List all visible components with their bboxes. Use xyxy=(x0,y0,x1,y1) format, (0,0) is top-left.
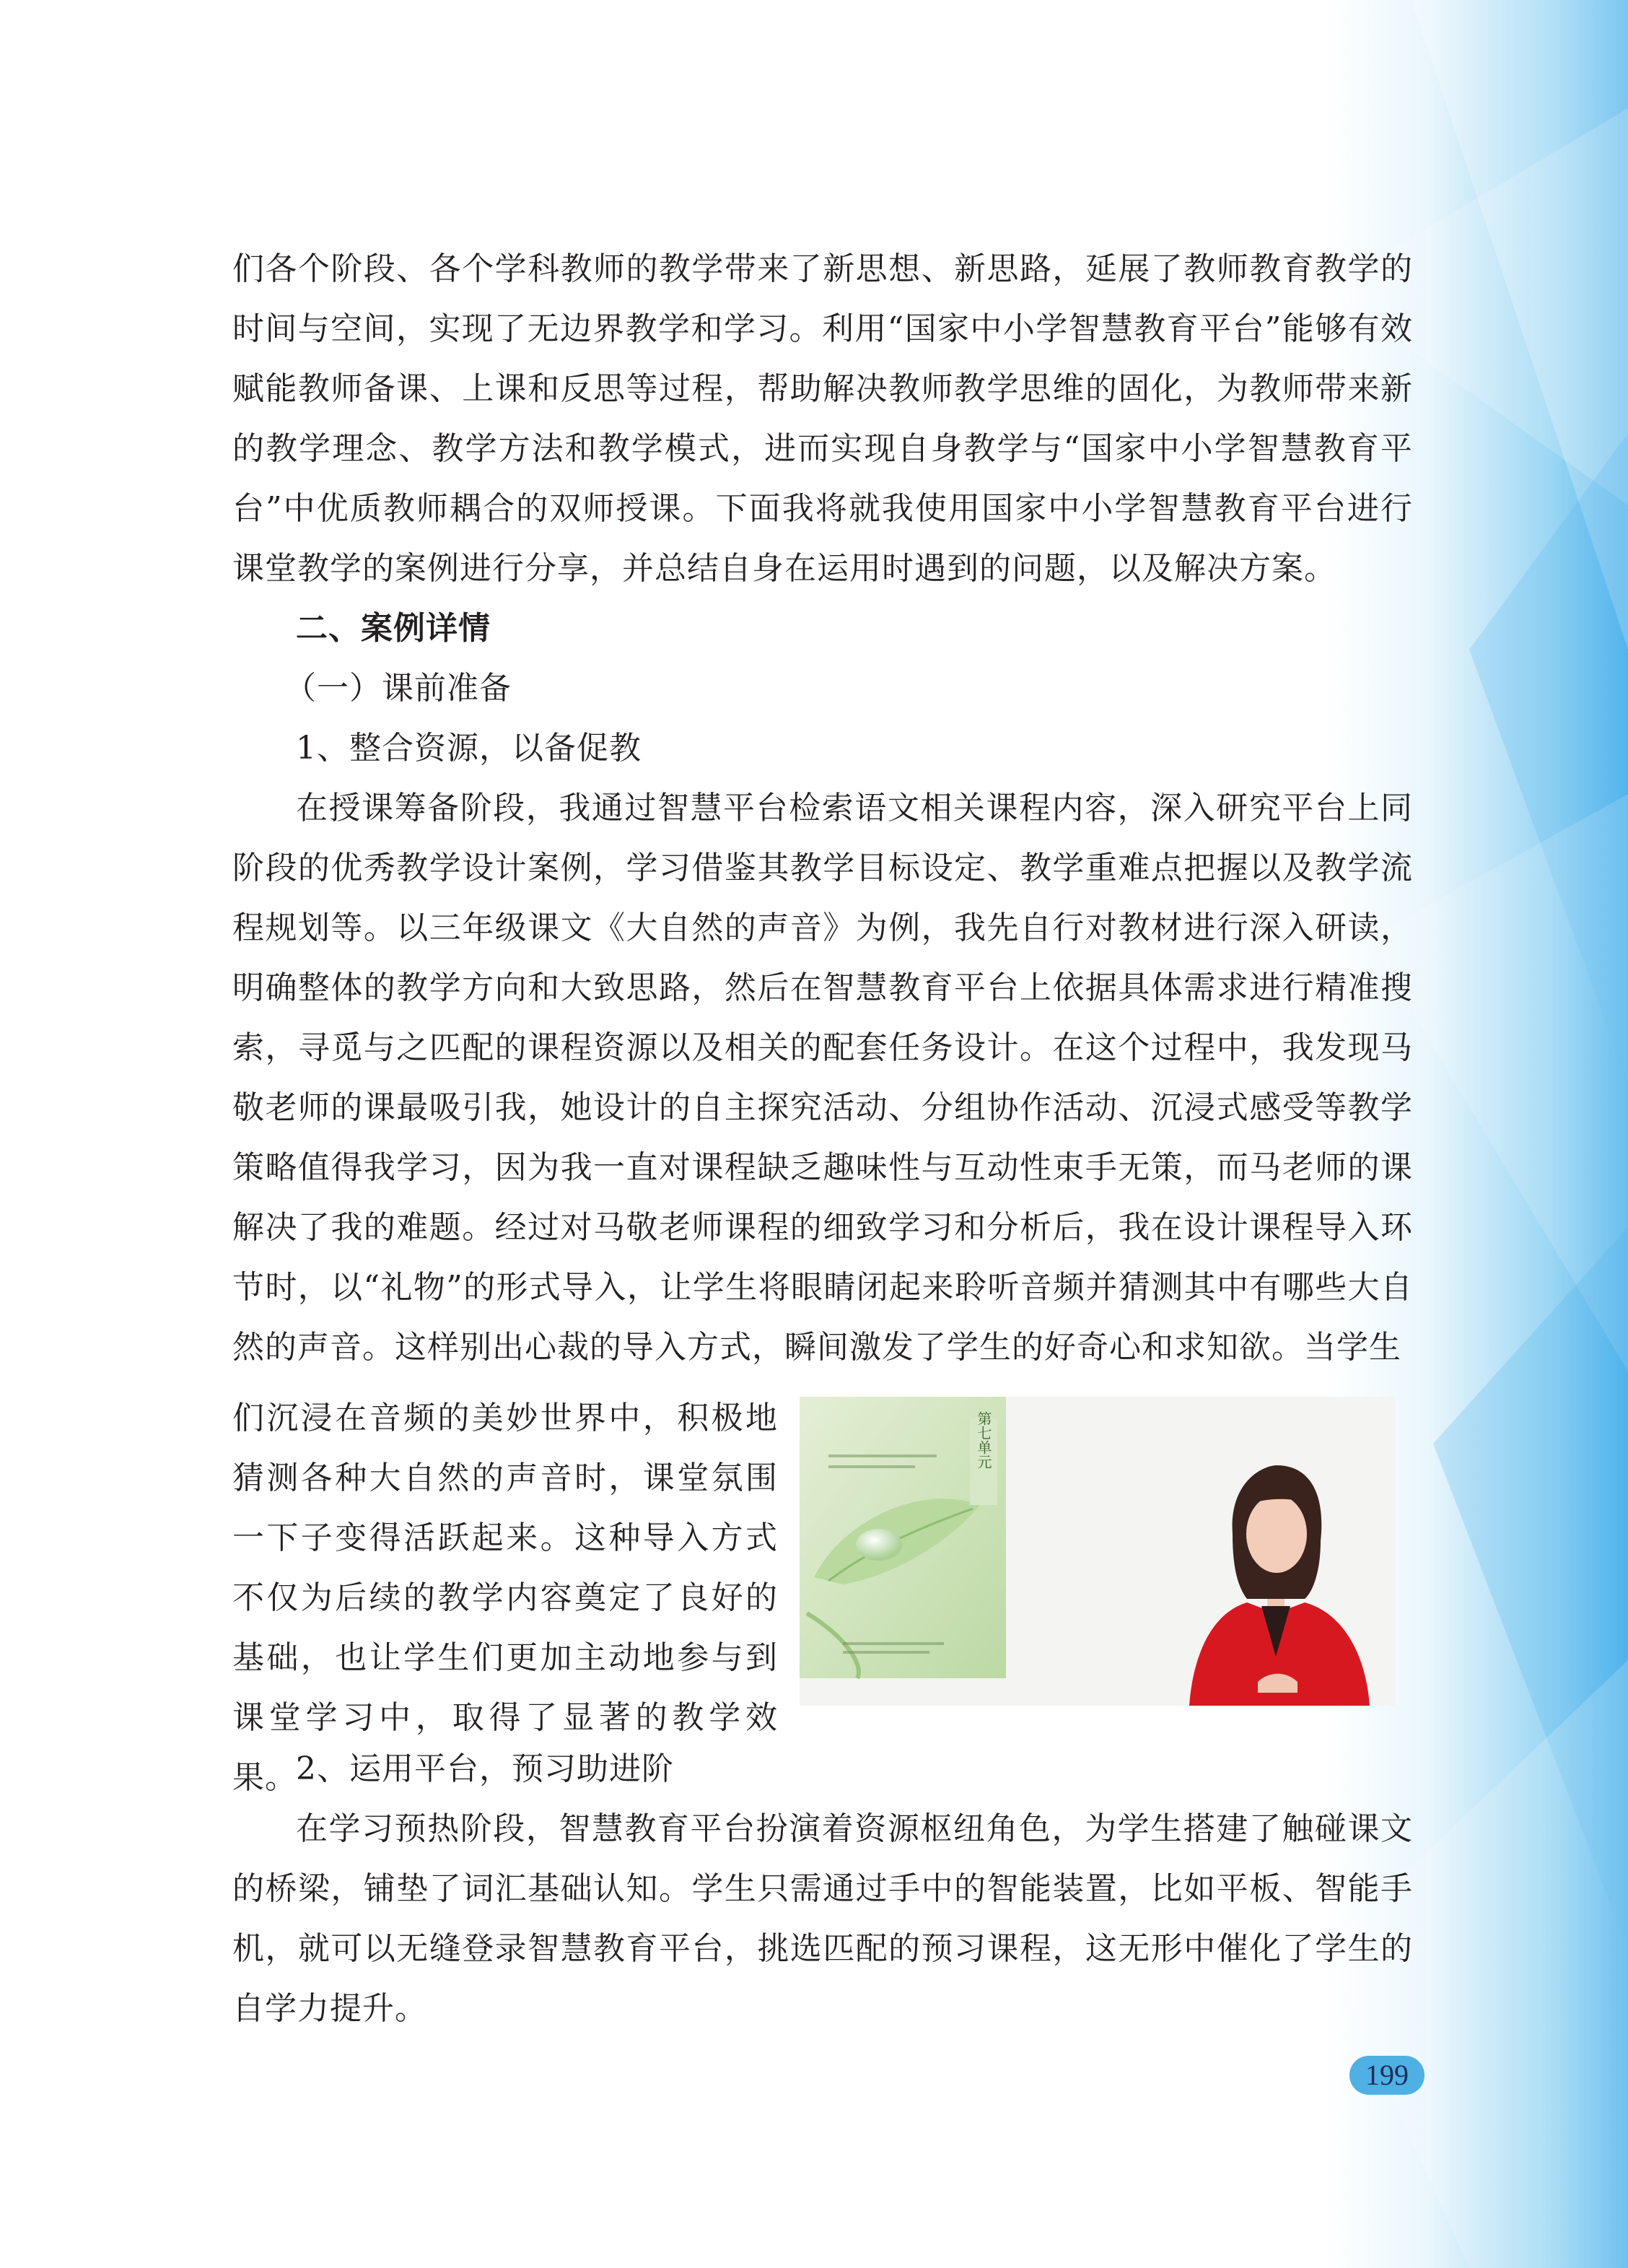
subsection-heading: （一）课前准备 xyxy=(284,670,512,707)
paragraph-intro-continued: 们各个阶段、各个学科教师的教学带来了新思想、新思路，延展了教师教育教学的时间与空间，实现了无边界教学和学习。利用“国家中小学智慧教育平台”能够有效赋能教师备课、上课和反思等过程，帮助解决教师教学思维的固化，为教师带来新的教学理念、教学方法和教学模式，进而实现自身教学与“国家中小学智慧教育平台”中优质教师耦合的双师授课。下面我将就我使用国家中小学智慧教育平台进行课堂教学的案例进行分享，并总结自身在运用时遇到的问题，以及解决方案。 xyxy=(232,250,1413,587)
item2-paragraph: 在学习预热阶段，智慧教育平台扮演着资源枢纽角色，为学生搭建了触碰课文的桥梁，铺垫了词汇基础认知。学生只需通过手中的智能装置，比如平板、智能手机，就可以无缝登录智慧教育平台，挑选匹配的预习课程，这无形中催化了学生的自学力提升。 xyxy=(232,1810,1413,2027)
item1-heading: 1、整合资源，以备促教 xyxy=(296,730,642,767)
body-text-top xyxy=(232,239,1413,598)
section-block xyxy=(232,598,1413,1377)
item1-paragraph: 在授课筹备阶段，我通过智慧平台检索语文相关课程内容，深入研究平台上同阶段的优秀教学设计案例，学习借鉴其教学目标设定、教学重难点把握以及教学流程规划等。以三年级课文《大自然的声音》为例，我先自行对教材进行深入研读，明确整体的教学方向和大致思路，然后在智慧教育平台上依据具体需求进行精准搜索，寻觅与之匹配的课程资源以及相关的配套任务设计。在这个过程中，我发现马敬老师的课最吸引我，她设计的自主探究活动、分组协作活动、沉浸式感受等教学策略值得我学习，因为我一直对课程缺乏趣味性与互动性束手无策，而马老师的课解决了我的难题。经过对马敬老师课程的细致学习和分析后，我在设计课程导入环节时，以“礼物”的形式导入，让学生将眼睛闭起来聆听音频并猜测其中有哪些大自然的声音。这样别出心裁的导入方式，瞬间激发了学生的好奇心和求知欲。当学生 xyxy=(232,790,1413,1366)
item1-wrap-paragraph: 们沉浸在音频的美妙世界中，积极地猜测各种大自然的声音时，课堂氛围一下子变得活跃起来。这种导入方式不仅为后续的教学内容奠定了良好的基础，也让学生们更加主动地参与到课堂学习中，取得了显著的教学效果。 xyxy=(232,1400,778,1796)
section-heading: 二、案例详情 xyxy=(296,610,491,647)
item2-heading: 2、运用平台，预习助进阶 xyxy=(296,1750,674,1787)
item2-block xyxy=(232,1739,1413,2038)
page-number-badge: 199 xyxy=(1349,2056,1424,2095)
teacher-photo-illustration xyxy=(800,1397,1396,1706)
lesson-video-screenshot xyxy=(800,1397,1396,1706)
book-unit-label: 第七单元 xyxy=(975,1411,992,1469)
